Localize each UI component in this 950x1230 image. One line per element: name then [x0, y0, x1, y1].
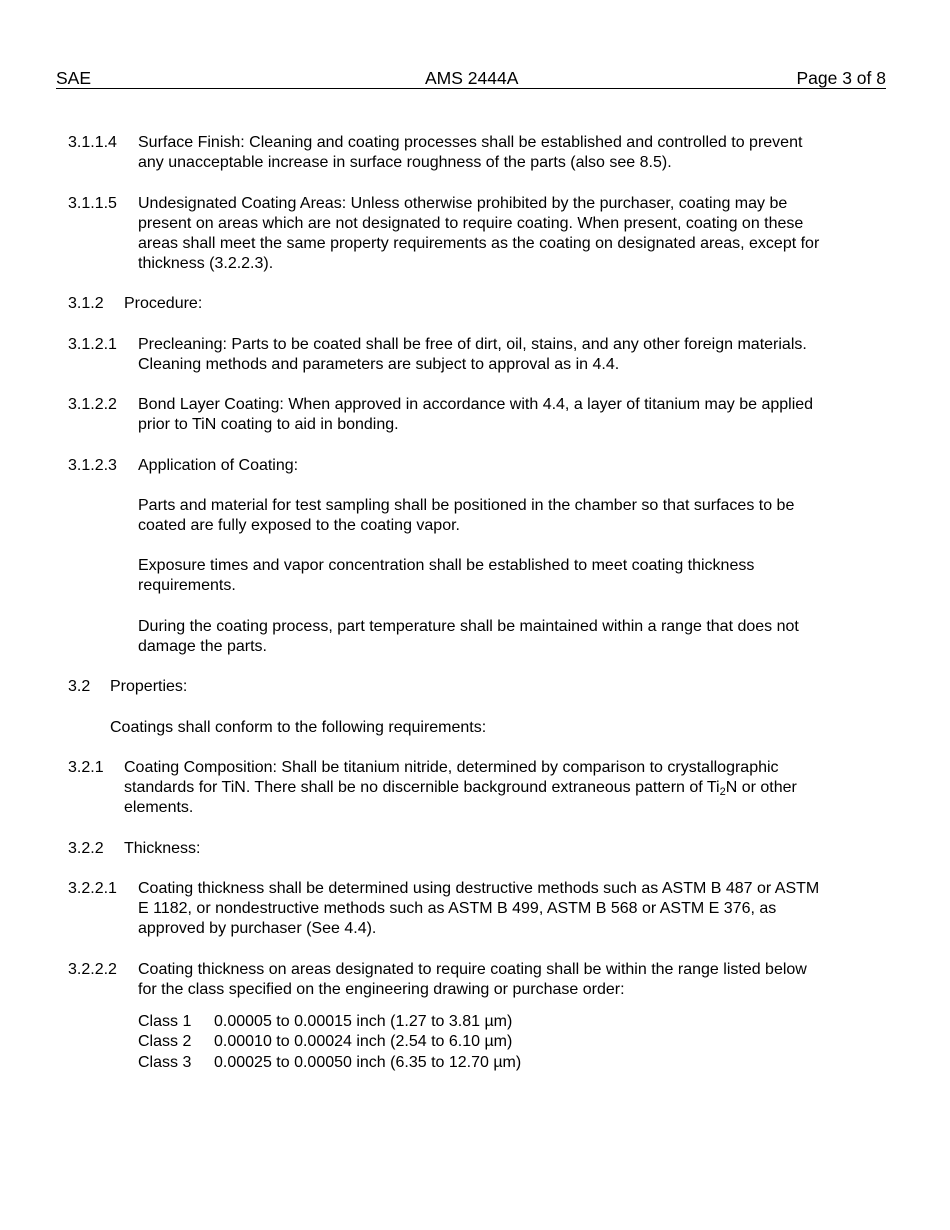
section-title: Thickness: — [124, 840, 201, 857]
text-segment: standards for TiN. There shall be no discernible background extraneous pattern of Ti — [124, 779, 720, 796]
section-number: 3.2.2.1 — [68, 880, 117, 897]
section-text-line: Cleaning methods and parameters are subject to approval as in 4.4. — [138, 356, 620, 373]
section-text-line: any unacceptable increase in surface roughness of the parts (also see 8.5). — [138, 154, 672, 171]
class-name: Class 2 — [138, 1033, 192, 1050]
section-number: 3.1.1.4 — [68, 134, 117, 151]
section-number: 3.1.2 — [68, 295, 104, 312]
section-text-line: present on areas which are not designated to require coating. When present, coating on these — [138, 215, 804, 232]
section-number: 3.1.2.3 — [68, 457, 117, 474]
paragraph-line: coated are fully exposed to the coating vapor. — [138, 517, 460, 534]
section-text-line: elements. — [124, 799, 194, 816]
section-text-line: Precleaning: Parts to be coated shall be free of dirt, oil, stains, and any other foreign materials. — [138, 336, 807, 353]
section-text-line: Surface Finish: Cleaning and coating processes shall be established and controlled to prevent — [138, 134, 803, 151]
section-text-line: Coating thickness on areas designated to require coating shall be within the range listed below — [138, 961, 807, 978]
text-segment: N or other — [725, 779, 797, 796]
section-intro: Coatings shall conform to the following requirements: — [110, 719, 487, 736]
section-text-line: Bond Layer Coating: When approved in accordance with 4.4, a layer of titanium may be applied — [138, 396, 814, 413]
section-text-line: Undesignated Coating Areas: Unless otherwise prohibited by the purchaser, coating may be — [138, 195, 788, 212]
section-number: 3.2.2.2 — [68, 961, 117, 978]
section-text-line: Coating thickness shall be determined using destructive methods such as ASTM B 487 or ASTM — [138, 880, 820, 897]
section-number: 3.2.2 — [68, 840, 104, 857]
section-number: 3.2.1 — [68, 759, 104, 776]
section-text-line: Coating Composition: Shall be titanium nitride, determined by comparison to crystallographic — [124, 759, 779, 776]
class-range: 0.00005 to 0.00015 inch (1.27 to 3.81 µm) — [214, 1013, 513, 1030]
section-title: Application of Coating: — [138, 457, 299, 474]
section-text-line: prior to TiN coating to aid in bonding. — [138, 416, 399, 433]
paragraph-line: Parts and material for test sampling shall be positioned in the chamber so that surfaces to be — [138, 497, 795, 514]
section-text-line — [124, 778, 797, 798]
paragraph-line: damage the parts. — [138, 638, 267, 655]
section-number: 3.2 — [68, 678, 91, 695]
section-number: 3.1.2.2 — [68, 396, 117, 413]
subscript: 2 — [719, 786, 726, 798]
page-header — [56, 68, 886, 89]
paragraph-line: Exposure times and vapor concentration shall be established to meet coating thickness — [138, 557, 755, 574]
section-text-line: approved by purchaser (See 4.4). — [138, 920, 377, 937]
paragraph-line: During the coating process, part temperature shall be maintained within a range that does not — [138, 618, 799, 635]
section-text-line: E 1182, or nondestructive methods such as ASTM B 499, ASTM B 568 or ASTM E 376, as — [138, 900, 777, 917]
header-org: SAE — [56, 68, 92, 88]
section-title: Properties: — [110, 678, 188, 695]
header-page-number: Page 3 of 8 — [796, 68, 886, 88]
section-number: 3.1.1.5 — [68, 195, 117, 212]
header-doc-number: AMS 2444A — [425, 68, 519, 88]
class-range: 0.00010 to 0.00024 inch (2.54 to 6.10 µm) — [214, 1033, 513, 1050]
class-name: Class 3 — [138, 1054, 192, 1071]
paragraph-line: requirements. — [138, 577, 236, 594]
section-text-line: thickness (3.2.2.3). — [138, 255, 274, 272]
class-range: 0.00025 to 0.00050 inch (6.35 to 12.70 µm) — [214, 1054, 522, 1071]
section-text-line: areas shall meet the same property requirements as the coating on designated areas, except for — [138, 235, 820, 252]
section-text-line: for the class specified on the engineering drawing or purchase order: — [138, 981, 625, 998]
section-title: Procedure: — [124, 295, 203, 312]
section-number: 3.1.2.1 — [68, 336, 117, 353]
class-name: Class 1 — [138, 1013, 192, 1030]
